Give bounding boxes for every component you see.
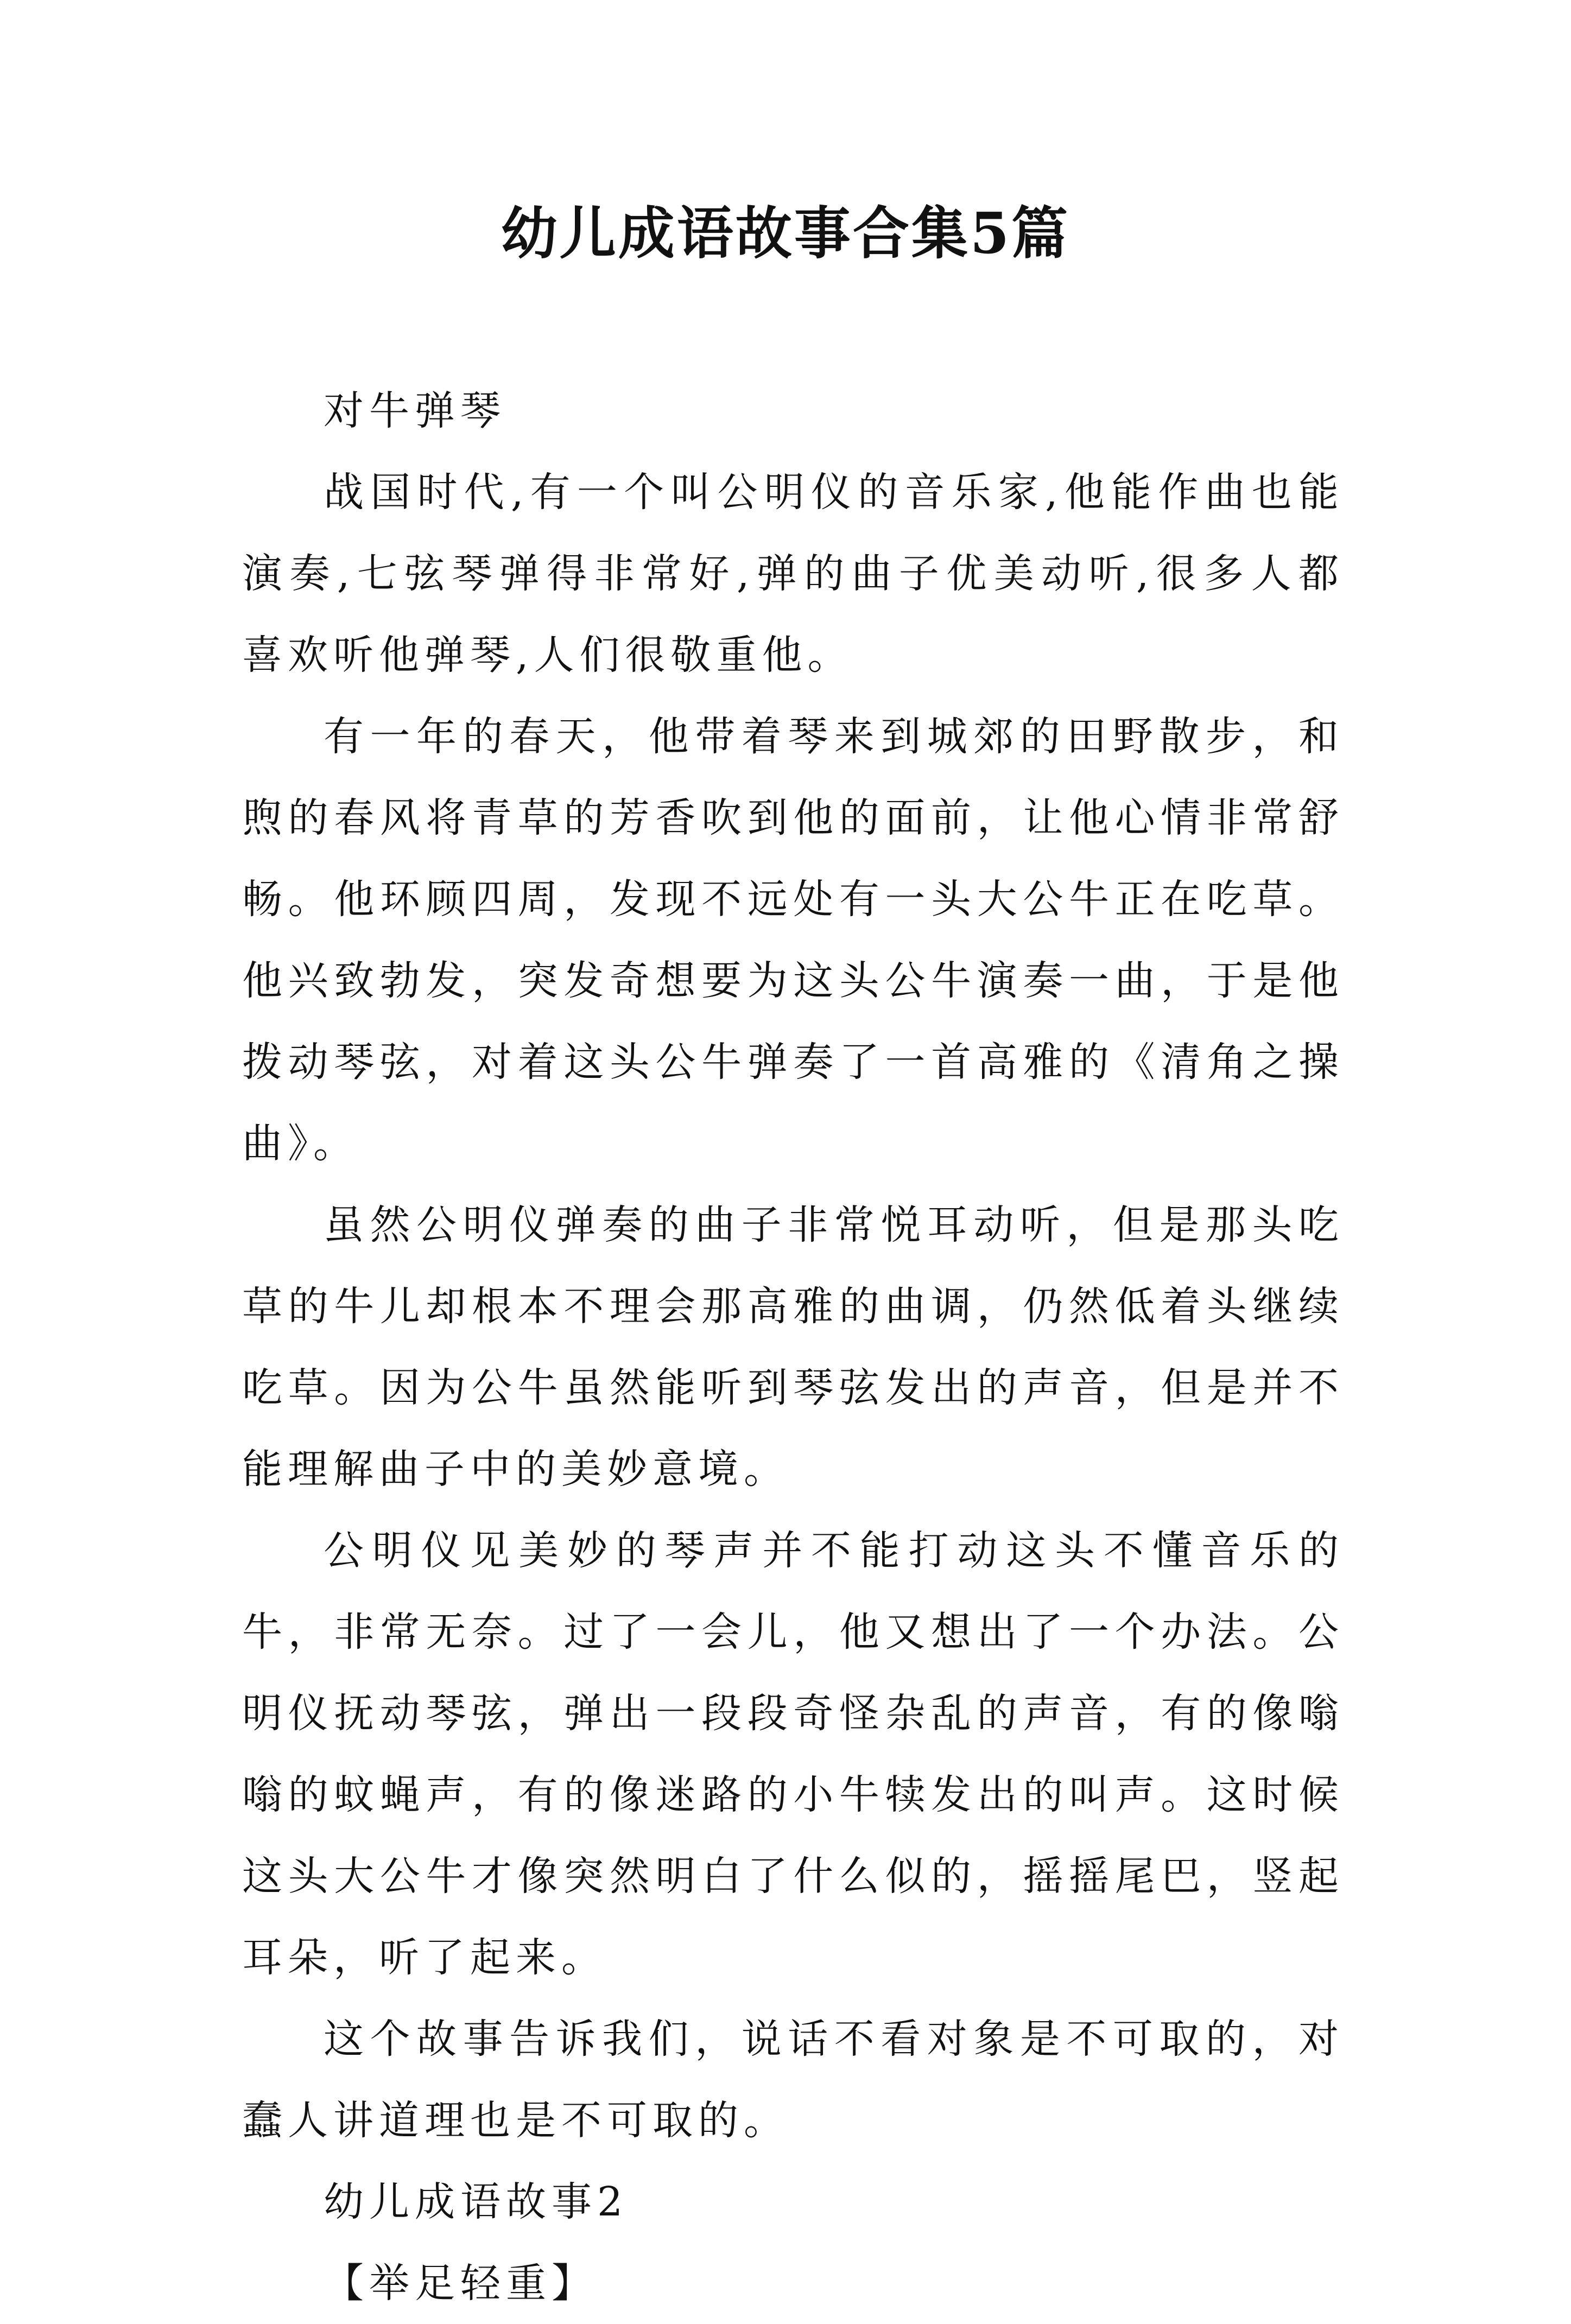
document-body — [242, 370, 1344, 2324]
paragraph: 有一年的春天，他带着琴来到城郊的田野散步，和煦的春风将青草的芳香吹到他的面前，让他心情非常舒畅。他环顾四周，发现不远处有一头大公牛正在吃草。他兴致勃发，突发奇想要为这头公牛演奏一曲，于是他拨动琴弦，对着这头公牛弹奏了一首高雅的《清角之操曲》。 — [242, 713, 1344, 1167]
paragraph: 公明仪见美妙的琴声并不能打动这头不懂音乐的牛，非常无奈。过了一会儿，他又想出了一个办法。公明仪抚动琴弦，弹出一段段奇怪杂乱的声音，有的像嗡嗡的蚊蝇声，有的像迷路的小牛犊发出的叫声。这时候这头大公牛才像突然明白了什么似的，摇摇尾巴，竖起耳朵，听了起来。 — [242, 1527, 1344, 1981]
paragraph: 战国时代,有一个叫公明仪的音乐家,他能作曲也能演奏,七弦琴弹得非常好,弹的曲子优美动听,很多人都喜欢听他弹琴,人们很敬重他。 — [242, 469, 1344, 678]
paragraph: 虽然公明仪弹奏的曲子非常悦耳动听，但是那头吃草的牛儿却根本不理会那高雅的曲调，仍然低着头继续吃草。因为公牛虽然能听到琴弦发出的声音，但是并不能理解曲子中的美妙意境。 — [242, 1202, 1344, 1493]
document-title: 幼儿成语故事合集5篇 — [501, 200, 1070, 266]
paragraph: 这个故事告诉我们，说话不看对象是不可取的，对蠢人讲道理也是不可取的。 — [242, 2016, 1344, 2144]
story-heading: 对牛弹琴 — [324, 388, 506, 434]
idiom-heading: 【举足轻重】 — [324, 2260, 597, 2307]
story-heading: 幼儿成语故事2 — [324, 2179, 629, 2225]
